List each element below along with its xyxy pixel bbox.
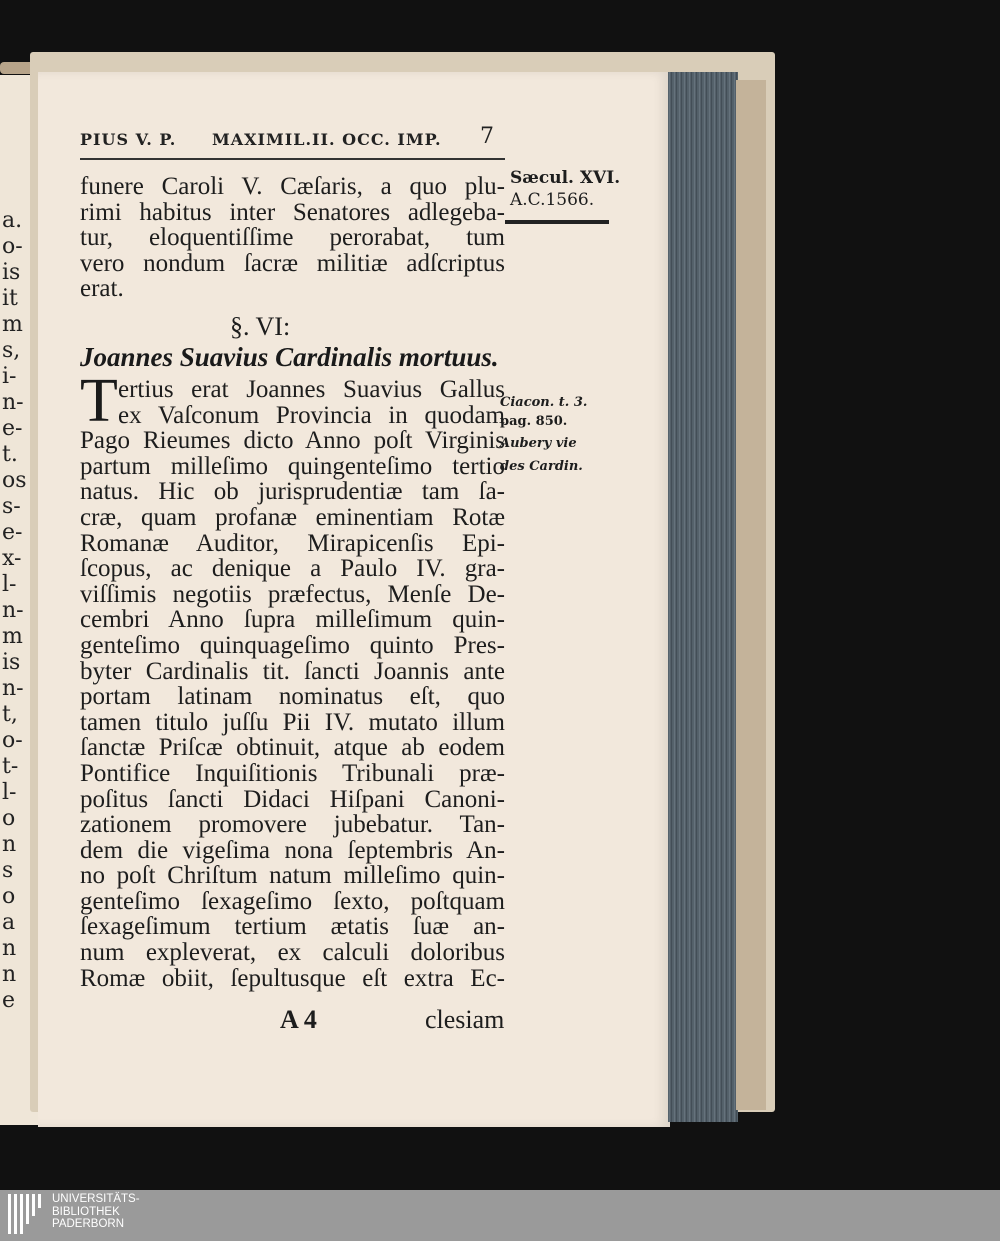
left-page-fragment: m [2,312,23,337]
intro-line: vero nondum ſacræ militiæ adſcriptus [80,249,505,277]
section-heading: Joannes Suavius Cardinalis mortuus. [80,342,499,372]
margin-year-line1: Sæcul. XVI. [510,168,621,188]
body-line: ſexageſimum tertium ætatis ſuæ an- [80,913,505,941]
library-footer-bar [0,1190,1000,1241]
left-page-fragment: o- [2,234,23,259]
body-line: viſſimis negotiis præfectus, Menſe De- [80,580,505,608]
header-left: PIUS V. P. [80,130,177,149]
body-paragraph [80,377,505,991]
left-page-fragment: n- [2,676,24,701]
page-fore-edge [668,72,738,1122]
body-line: cræ, quam profanæ eminentiam Rotæ [80,503,505,531]
library-logo-icon [8,1192,44,1238]
margin-note-line3: Aubery vie [500,436,577,451]
bleed-through-ink [548,695,638,765]
left-page-fragment: n [2,832,17,857]
margin-year-line2: A.C.1566. [510,190,595,210]
margin-year-rule [505,220,609,224]
body-line: dem die vigeſima nona ſeptembris An- [80,836,505,864]
library-name-line3: PADERBORN [52,1218,124,1230]
body-line: byter Cardinalis tit. ſancti Joannis ante [80,657,505,685]
left-page-fragment: t- [2,754,19,779]
catchword: clesiam [425,1005,505,1034]
body-line: Pontifice Inquiſitionis Tribunali præ- [80,759,505,787]
library-name-line1: UNIVERSITÄTS- [52,1193,140,1205]
body-line: poſitus ſancti Didaci Hiſpani Canoni- [80,785,505,813]
body-line: Romæ obiit, ſepultusque eſt extra Ec- [80,964,505,992]
body-line: natus. Hic ob jurisprudentiæ tam ſa- [80,478,505,506]
left-page-fragment: l- [2,572,17,597]
left-page-fragment: i- [2,364,17,389]
left-page-fragment: t, [2,702,18,727]
intro-line: tur, eloquentiſſime perorabat, tum [80,224,505,252]
left-page-fragment: l- [2,780,17,805]
cover-edge [736,80,766,1110]
left-page-fragment: t. [2,442,18,467]
left-page-fragment: is [2,260,21,285]
header-center: MAXIMIL.II. OCC. IMP. [212,130,442,149]
margin-note-line1: Ciacon. t. 3. [500,395,588,410]
body-line: num expleverat, ex calculi doloribus [80,939,505,967]
left-page-fragment: is [2,650,21,675]
margin-note-line4: des Cardin. [500,459,583,474]
drop-cap: T [80,367,118,435]
left-page-fragment: o [2,806,16,831]
left-page-fragment: n- [2,390,24,415]
body-line: no poſt Chriſtum natum milleſimo quin- [80,862,505,890]
left-page-fragment: n [2,936,17,961]
body-line: genteſimo quinquageſimo quinto Pres- [80,631,505,659]
left-page-fragment: n [2,962,17,987]
library-name-line2: BIBLIOTHEK [52,1205,120,1218]
body-line: ſcopus, ac denique a Paulo IV. gra- [80,555,505,583]
header-rule [80,158,505,160]
body-line: portam latinam nominatus eſt, quo [80,683,505,711]
left-page-fragment: os [2,468,27,493]
library-name [52,1193,140,1231]
left-page-fragment: n- [2,598,24,623]
body-line: Pago Rieumes dicto Anno poſt Virginis [80,427,505,455]
left-page-fragment: e [2,988,16,1013]
left-page-fragment: a [2,910,16,935]
intro-line: rimi habitus inter Senatores adlegeba- [80,198,505,226]
body-line: tamen titulo juſſu Pii IV. mutato illum [80,708,505,736]
intro-line: funere Caroli V. Cæſaris, a quo plu- [80,173,505,200]
left-page-fragment: s [2,858,14,883]
margin-note-line2: pag. 850. [500,414,568,429]
intro-paragraph [80,174,505,302]
section-mark: §. VI: [230,312,291,341]
intro-line: erat. [80,275,124,303]
left-page-fragment: e- [2,520,23,545]
left-page-fragment: m [2,624,23,649]
body-line: Romanæ Auditor, Mirapicenſis Epi- [80,529,505,557]
body-line: cembri Anno ſupra milleſimum quin- [80,606,505,634]
left-page-fragment: s, [2,338,21,363]
left-page-fragment: o- [2,728,23,753]
signature-mark: A 4 [280,1005,317,1034]
left-page-fragment: o [2,884,16,909]
body-line: zationem promovere jubebatur. Tan- [80,811,505,839]
body-line: ertius erat Joannes Suavius Gallus [118,376,505,403]
body-line: ſanctæ Priſcæ obtinuit, atque ab eodem [80,734,505,762]
running-header [80,124,505,156]
left-page-fragment: e- [2,416,23,441]
page-number: 7 [480,124,495,149]
left-page-fragment: x- [2,546,22,571]
left-page-fragment: it [2,286,18,311]
body-line: ex Vaſconum Provincia in quodam [118,401,505,429]
left-page-fragment: a. [2,208,23,233]
left-page-fragment: s- [2,494,21,519]
body-line: genteſimo ſexageſimo ſexto, poſtquam [80,887,505,915]
body-line: partum milleſimo quingenteſimo tertio [80,452,505,480]
